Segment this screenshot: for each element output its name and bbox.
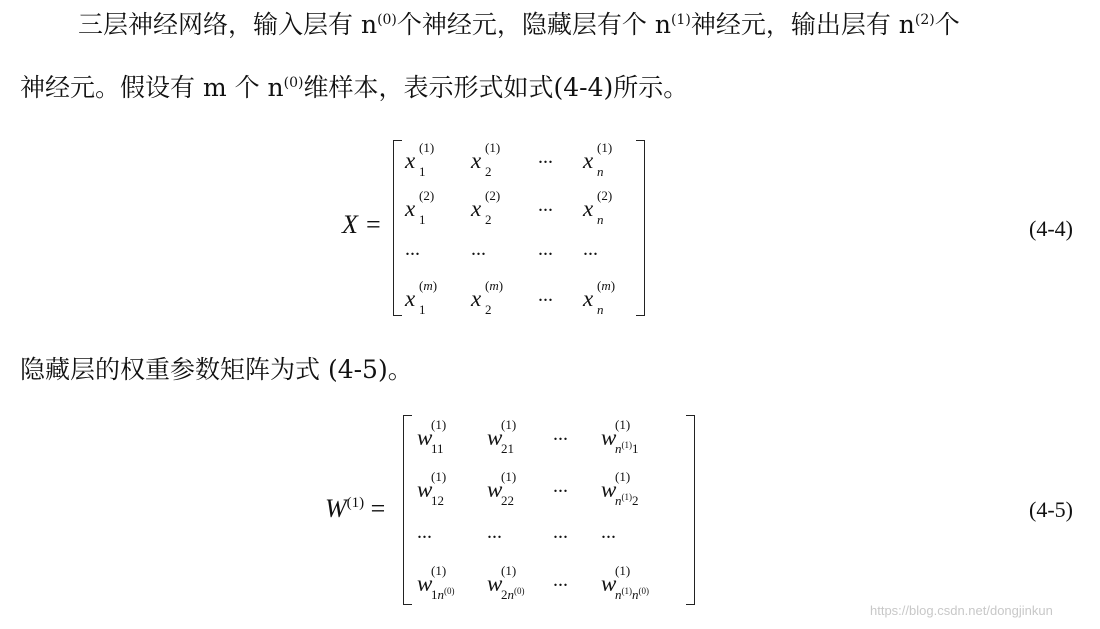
equation-lhs-w	[325, 494, 385, 524]
entry-superscript: (1)	[501, 417, 517, 432]
entry-subscript: 2	[485, 164, 492, 179]
entry-base: x	[583, 196, 594, 221]
entry-base: w	[487, 425, 503, 450]
entry-base: w	[417, 477, 433, 502]
entry-subscript: 2	[485, 212, 492, 227]
ellipsis: ...	[553, 423, 568, 445]
entry-base: x	[405, 148, 416, 173]
entry-subscript: n	[597, 302, 604, 317]
entry-superscript: (1)	[431, 469, 447, 484]
superscript: (0)	[283, 75, 304, 91]
ellipsis: ...	[405, 238, 420, 260]
ellipsis: ...	[553, 521, 568, 543]
entry-base: w	[487, 571, 503, 596]
equation-lhs-x: X =	[342, 210, 382, 239]
matrix-entry	[405, 278, 438, 317]
matrix-entry	[487, 469, 517, 508]
matrix-entry	[471, 188, 501, 227]
entry-superscript: (1)	[501, 469, 517, 484]
ellipsis: ...	[583, 238, 598, 260]
paragraph-line-2	[20, 73, 688, 103]
ellipsis: ...	[553, 475, 568, 497]
right-bracket	[686, 415, 695, 605]
left-bracket	[403, 415, 412, 605]
matrix-entry	[601, 469, 639, 508]
matrix-entry	[583, 140, 613, 179]
entry-base: x	[471, 148, 482, 173]
entry-superscript: (m)	[485, 278, 504, 293]
superscript: (2)	[914, 12, 935, 28]
entry-subscript: n	[597, 212, 604, 227]
text-segment: 神经元。假设有 m 个 n	[20, 73, 284, 102]
ellipsis: ...	[538, 284, 553, 306]
entry-subscript: 22	[501, 493, 514, 508]
superscript: (1)	[670, 12, 691, 28]
entry-superscript: (1)	[615, 469, 631, 484]
entry-subscript: $n^{(1)}n^{(0)}$	[615, 586, 649, 602]
matrix-entry	[417, 563, 455, 602]
ellipsis: ...	[487, 521, 502, 543]
entry-subscript: 1	[419, 164, 426, 179]
entry-base: w	[417, 571, 433, 596]
entry-subscript: $n^{(1)}2$	[615, 492, 639, 508]
matrix-entry	[405, 188, 435, 227]
matrix-entry	[601, 417, 639, 456]
entry-superscript: (m)	[419, 278, 438, 293]
matrix-entry	[405, 140, 435, 179]
matrix-entry	[471, 278, 504, 317]
entry-superscript: (1)	[501, 563, 517, 578]
left-bracket	[393, 140, 402, 316]
ellipsis: ...	[601, 521, 616, 543]
entry-subscript: 11	[431, 441, 444, 456]
entry-subscript: 21	[501, 441, 514, 456]
entry-base: x	[471, 196, 482, 221]
entry-base: x	[471, 286, 482, 311]
entry-base: x	[405, 286, 416, 311]
watermark: https://blog.csdn.net/dongjinkun	[870, 603, 1053, 618]
ellipsis: ...	[417, 521, 432, 543]
entry-subscript: $2n^{(0)}$	[501, 586, 525, 602]
entry-base: w	[417, 425, 433, 450]
entry-base: x	[583, 148, 594, 173]
matrix-entry	[487, 417, 517, 456]
matrix-entry	[417, 417, 447, 456]
right-bracket	[636, 140, 645, 316]
superscript: (0)	[377, 12, 397, 28]
entry-superscript: (2)	[597, 188, 613, 203]
lhs-base: W	[325, 494, 347, 523]
entry-base: x	[583, 286, 594, 311]
entry-superscript: (2)	[419, 188, 435, 203]
entry-subscript: 2	[485, 302, 492, 317]
matrix-x	[393, 140, 645, 316]
equation-number: (4-4)	[1029, 216, 1073, 241]
entry-base: w	[601, 477, 617, 502]
entry-base: x	[405, 196, 416, 221]
ellipsis: ...	[538, 146, 553, 168]
matrix-entry	[487, 563, 525, 602]
ellipsis: ...	[538, 238, 553, 260]
lhs-superscript: (1)	[346, 495, 365, 511]
text-segment: 三层神经网络，输入层有 n	[78, 10, 378, 39]
entry-base: w	[601, 571, 617, 596]
entry-subscript: 1	[419, 212, 426, 227]
text-segment: 神经元，输出层有 n	[690, 10, 915, 39]
entry-superscript: (1)	[419, 140, 435, 155]
entry-subscript: n	[597, 164, 604, 179]
text-segment: 维样本，表示形式如式(4-4)所示。	[303, 73, 689, 102]
matrix-entry	[417, 469, 447, 508]
ellipsis: ...	[553, 569, 568, 591]
entry-superscript: (1)	[431, 563, 447, 578]
entry-base: w	[601, 425, 617, 450]
entry-superscript: (1)	[615, 417, 631, 432]
entry-subscript: $n^{(1)}1$	[615, 440, 639, 456]
lhs-equals: =	[370, 494, 386, 523]
matrix-entry	[471, 140, 501, 179]
entry-superscript: (1)	[485, 140, 501, 155]
text-segment: 个神经元，隐藏层有个 n	[396, 10, 671, 39]
paragraph-2: 隐藏层的权重参数矩阵为式 (4-5)。	[20, 355, 413, 384]
entry-superscript: (1)	[597, 140, 613, 155]
entry-superscript: (1)	[431, 417, 447, 432]
entry-superscript: (m)	[597, 278, 616, 293]
entry-base: w	[487, 477, 503, 502]
entry-subscript: $1n^{(0)}$	[431, 586, 455, 602]
ellipsis: ...	[471, 238, 486, 260]
entry-subscript: 1	[419, 302, 426, 317]
entry-superscript: (1)	[615, 563, 631, 578]
ellipsis: ...	[538, 194, 553, 216]
entry-superscript: (2)	[485, 188, 501, 203]
matrix-entry	[583, 278, 616, 317]
matrix-w	[403, 415, 695, 605]
entry-subscript: 12	[431, 493, 444, 508]
matrix-entry	[583, 188, 613, 227]
paragraph-line-1	[78, 10, 960, 40]
equation-number: (4-5)	[1029, 497, 1073, 522]
matrix-entry	[601, 563, 649, 602]
text-segment: 个	[934, 10, 960, 39]
